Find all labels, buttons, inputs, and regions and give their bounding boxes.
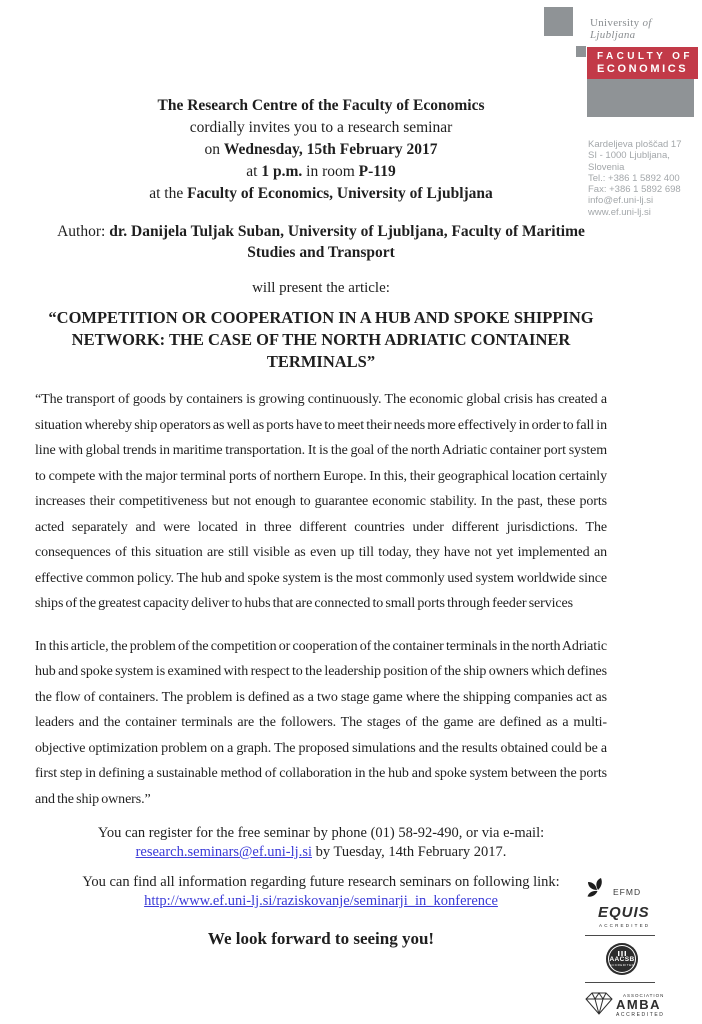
future-seminars-url-link[interactable]: http://www.ef.uni-lj.si/raziskovanje/seminarji_in_konference xyxy=(144,893,498,909)
contact-address-line2: SI - 1000 Ljubljana, Slovenia xyxy=(588,150,670,173)
amba-association-label: ASSOCIATION xyxy=(623,993,665,998)
future-seminars-line: You can find all information regarding future research seminars on following link: xyxy=(82,874,560,890)
abstract-paragraph-1: “The transport of goods by containers is growing continuously. The economic global crisis has created a situation whereby ship operators as well as ports have to meet their needs more effectively in order to fall in line with global trends in maritime transportation. It is the goal of the north Adriatic container port system to compete with the major terminal ports of northern Europe. In this, their geographical location certainly increases their competitiveness but not enough to guarantee economic stability. In the past, these ports acted separately and were located in three different countries under different jurisdictions. The consequences of this situation are still visible as even up till today, they have not yet implemented an effective common policy. The hub and spoke system is the most commonly used system worldwide since ships of the greatest capacity deliver to hubs that are connected to small ports through feeder services xyxy=(35,392,607,611)
closing-line: We look forward to seeing you! xyxy=(207,929,435,948)
contact-website: www.ef.uni-lj.si xyxy=(588,206,651,218)
article-title: “COMPETITION OR COOPERATION IN A HUB AND SPOKE SHIPPING NETWORK: THE CASE OF THE NORTH ADRIATIC CONTAINER TERMINALS” xyxy=(48,308,594,371)
registration-line2 xyxy=(35,843,607,862)
faculty-logo-banner xyxy=(587,47,698,79)
registration-deadline: by Tuesday, 14th February 2017. xyxy=(312,844,507,860)
contact-phone: Tel.: +386 1 5892 400 xyxy=(588,172,680,184)
university-name-italic: of Ljubljana xyxy=(590,17,652,41)
invitation-line4 xyxy=(35,161,607,183)
equis-logo xyxy=(584,877,660,928)
invitation-line3 xyxy=(35,139,607,161)
contact-address-line1: Kardeljeva ploščad 17 xyxy=(588,139,682,150)
seminar-date: Wednesday, 15th February 2017 xyxy=(223,141,438,158)
author-line xyxy=(35,221,607,263)
presents-line: will present the article: xyxy=(252,280,390,296)
university-name xyxy=(590,17,700,41)
invitation-line3-prefix: on xyxy=(204,141,224,158)
accreditation-divider-1 xyxy=(585,935,655,936)
future-seminars-link-line xyxy=(35,892,607,911)
amba-label: AMBA xyxy=(616,997,661,1012)
invitation-line2: cordially invites you to a research seminar xyxy=(189,119,453,136)
accreditation-logos xyxy=(584,877,665,1021)
faculty-banner-line1: FACULTY OF xyxy=(597,51,693,62)
aacsb-logo xyxy=(584,943,660,975)
efmd-label: EFMD xyxy=(613,886,642,897)
university-name-regular: University xyxy=(590,17,643,29)
invitation-line4-prefix: at xyxy=(246,163,262,180)
registration-email-link[interactable]: research.seminars@ef.uni-lj.si xyxy=(135,844,312,860)
invitation-line4-mid: in room xyxy=(302,163,359,180)
equis-accredited-label: ACCREDITED xyxy=(599,923,651,928)
seminar-time: 1 p.m. xyxy=(261,163,303,180)
contact-email: info@ef.uni-lj.si xyxy=(588,195,654,207)
registration-line1: You can register for the free seminar by phone (01) 58-92-490, or via e-mail: xyxy=(97,825,545,841)
aacsb-label: AACSB xyxy=(609,956,635,963)
abstract-paragraph-2: In this article, the problem of the competition or cooperation of the container terminals in the north Adriatic hub and spoke system is examined with respect to the leadership position of the ship owners which defines the flow of containers. The problem is defined as a two stage game where the shipping companies act as leaders and the container terminals are the followers. The stages of the game are defined as a multi-objective optimization problem on a graph. The proposed simulations and the results obtained could be a first step in defining a sustainable method of collaboration in the hub and spoke system between the ports and the ship owners.” xyxy=(35,638,607,807)
efmd-leaf-icon xyxy=(586,877,610,906)
aacsb-badge-icon xyxy=(606,943,638,975)
aacsb-accredited-label: ACCREDITED xyxy=(609,963,635,967)
accreditation-divider-2 xyxy=(585,982,655,983)
university-logo-square-small xyxy=(576,46,586,57)
seminar-room: P-119 xyxy=(358,163,396,180)
seminar-venue: Faculty of Economics, University of Ljubljana xyxy=(187,185,493,202)
equis-label: EQUIS xyxy=(598,904,650,921)
author-name-affiliation: dr. Danijela Tuljak Suban, University of Ljubljana, Faculty of Maritime Studies and Transport xyxy=(109,223,585,261)
amba-logo xyxy=(584,990,665,1021)
invitation-line5-prefix: at the xyxy=(149,185,188,202)
author-label: Author: xyxy=(57,223,110,240)
university-logo-square xyxy=(544,7,573,36)
amba-diamond-icon xyxy=(584,990,614,1021)
invitation-line5 xyxy=(35,183,607,205)
invitation-line1: The Research Centre of the Faculty of Economics xyxy=(157,97,485,114)
document-body xyxy=(35,95,607,949)
faculty-banner-line2: ECONOMICS xyxy=(597,63,689,75)
contact-fax: Fax: +386 1 5892 698 xyxy=(588,184,681,196)
amba-accredited-label: ACCREDITED xyxy=(616,1012,665,1018)
registration-info xyxy=(35,824,607,911)
